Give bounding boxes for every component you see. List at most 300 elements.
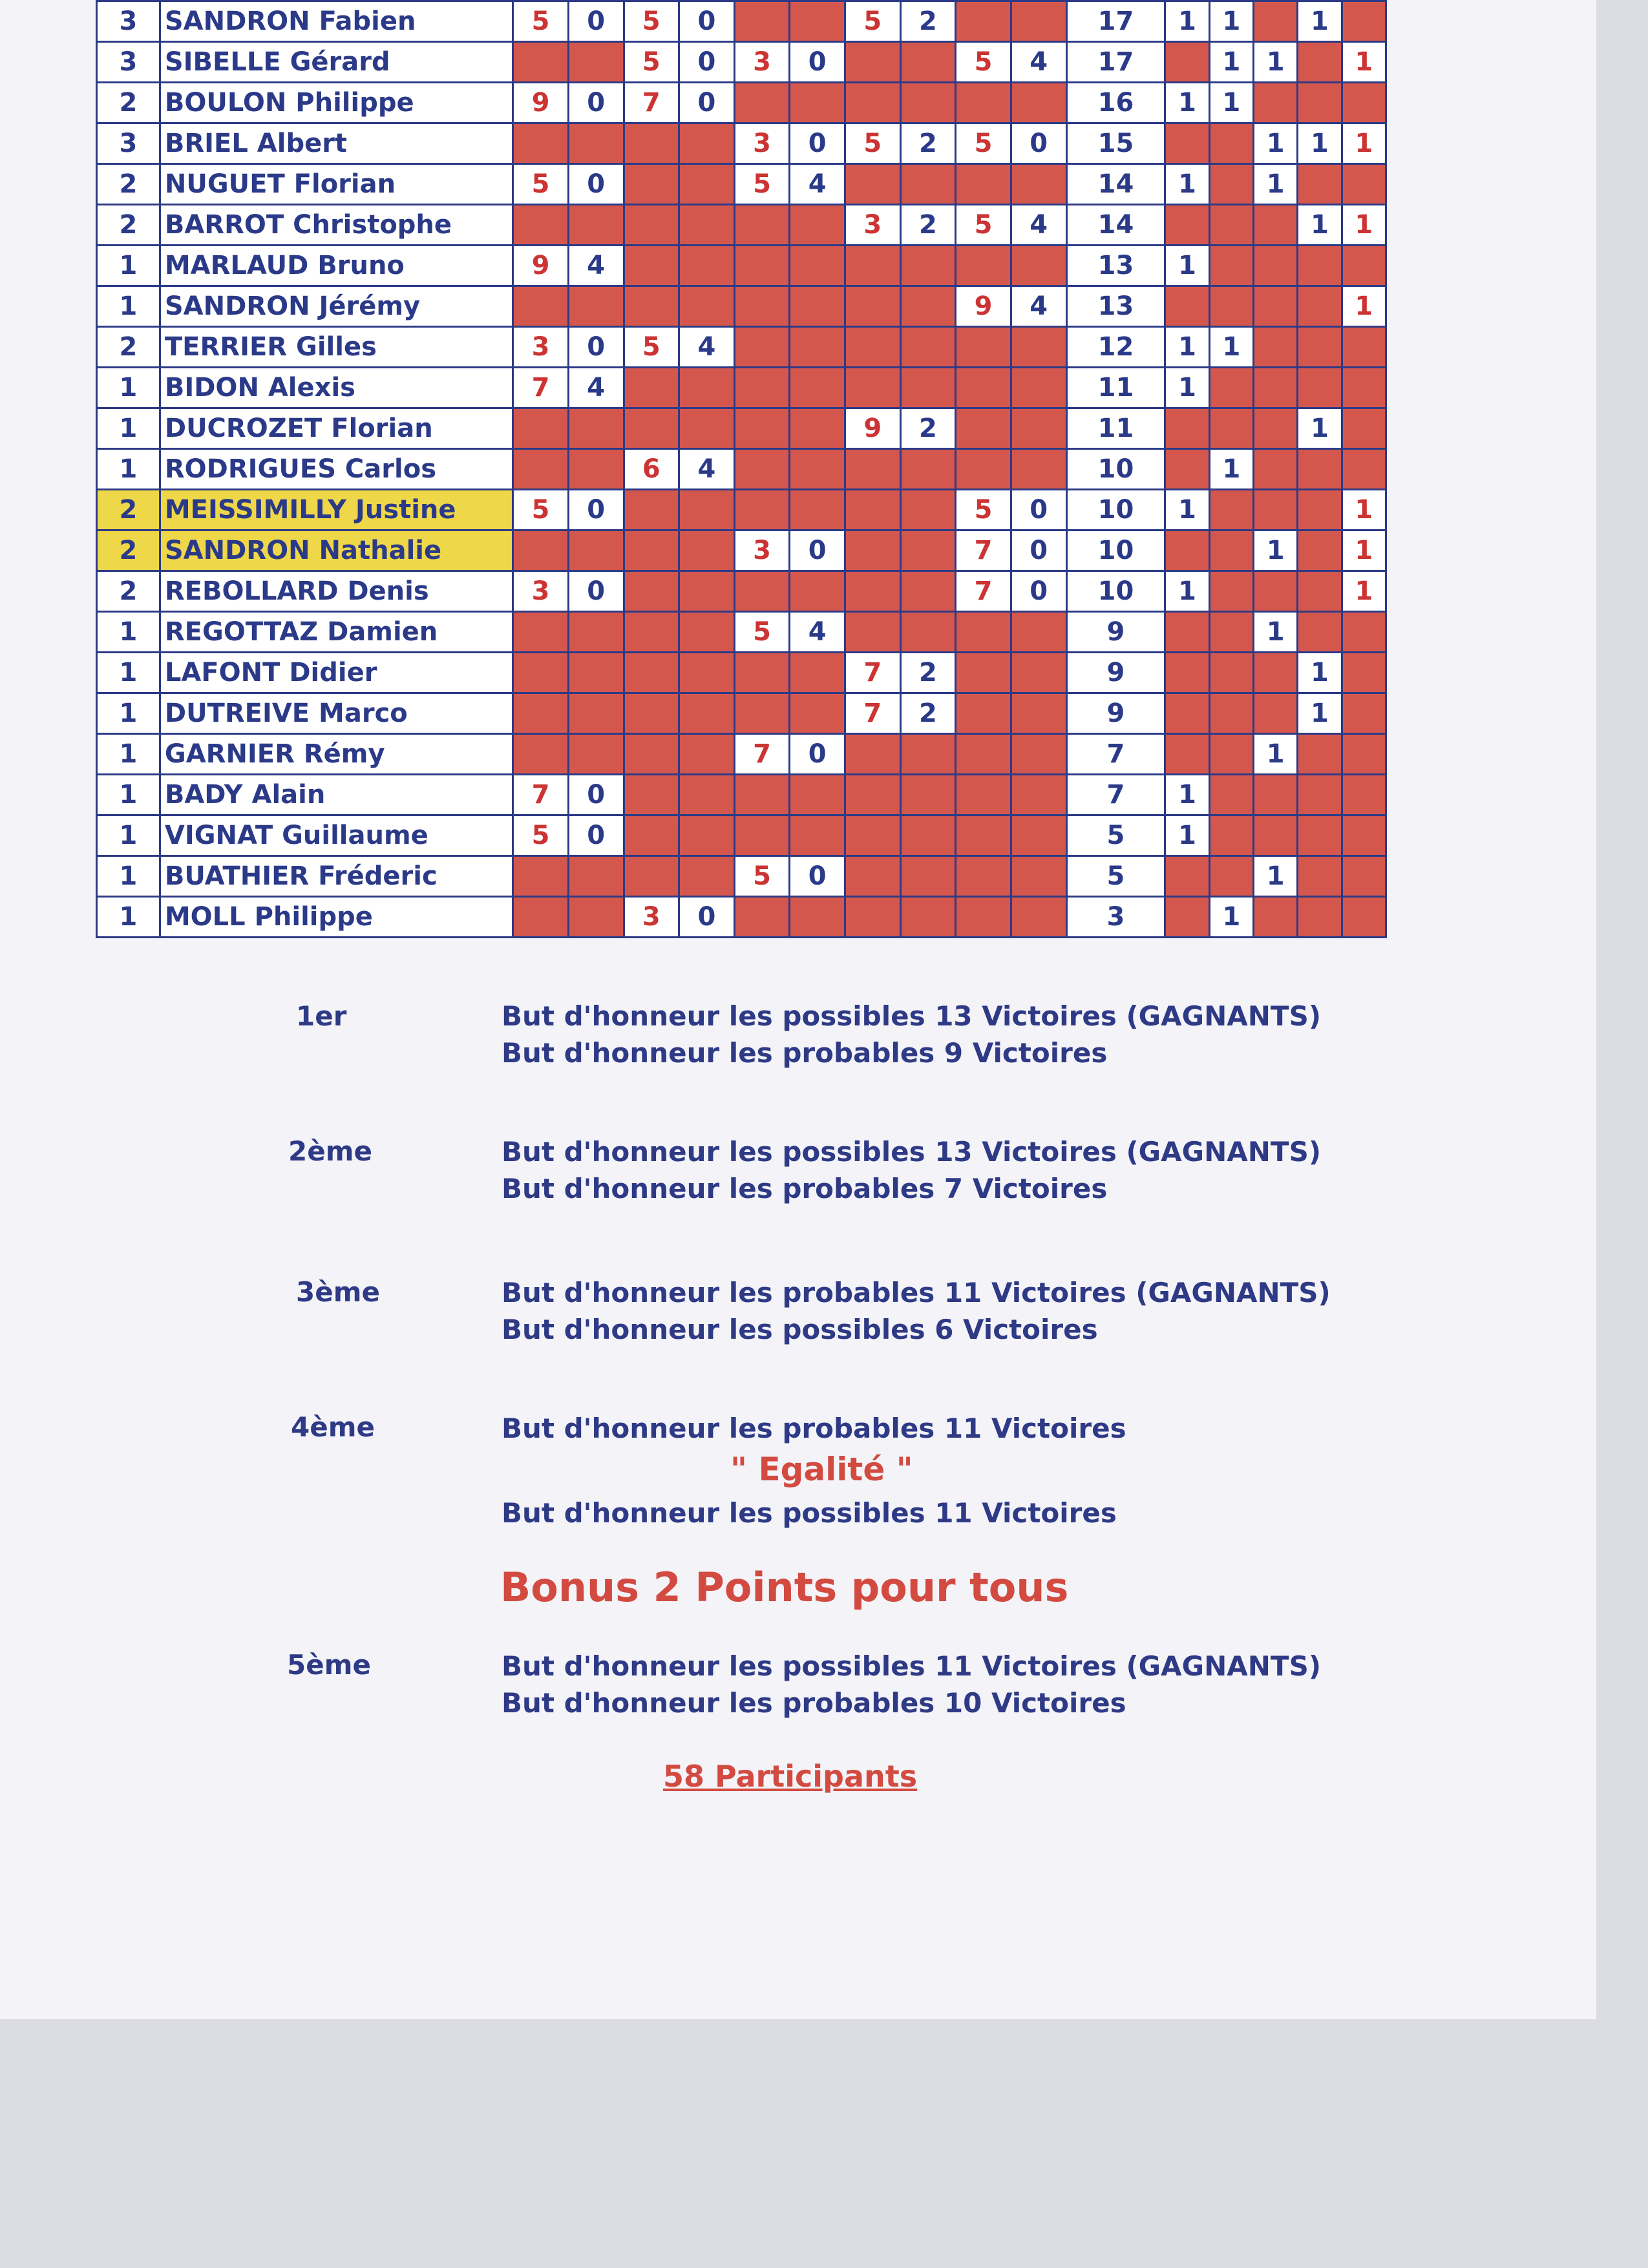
- score-cell: [624, 123, 679, 164]
- victory-flag-cell: [1209, 205, 1253, 246]
- score-cell: [1011, 897, 1066, 938]
- score-cell: 4: [1011, 42, 1066, 83]
- score-cell: [679, 571, 735, 612]
- score-cell: 5: [513, 815, 569, 856]
- score-cell: 3: [734, 42, 790, 83]
- score-cell: [568, 123, 624, 164]
- table-row: [97, 408, 1386, 449]
- victory-flag-cell: 1: [1165, 1, 1209, 42]
- victory-flag-cell: 1: [1165, 83, 1209, 123]
- place-label-2: 2ème: [288, 1135, 372, 1167]
- score-cell: [956, 775, 1011, 815]
- score-cell: 0: [679, 42, 735, 83]
- player-name-cell: BIDON Alexis: [160, 368, 512, 408]
- score-cell: [568, 449, 624, 490]
- score-cell: [845, 530, 901, 571]
- score-cell: [845, 449, 901, 490]
- victory-flag-cell: [1209, 164, 1253, 205]
- score-cell: [624, 856, 679, 897]
- player-name-cell: SANDRON Nathalie: [160, 530, 512, 571]
- score-cell: [900, 42, 956, 83]
- score-cell: [900, 856, 956, 897]
- victory-flag-cell: 1: [1254, 123, 1298, 164]
- table-row: [97, 83, 1386, 123]
- result-2-line-2: But d'honneur les probables 7 Victoires: [502, 1173, 1108, 1204]
- score-cell: [1011, 368, 1066, 408]
- category-cell: 3: [97, 42, 160, 83]
- player-name-cell: NUGUET Florian: [160, 164, 512, 205]
- victory-flag-cell: [1298, 327, 1342, 368]
- victory-flag-cell: [1209, 408, 1253, 449]
- victory-flag-cell: 1: [1342, 530, 1386, 571]
- player-name-cell: MEISSIMILLY Justine: [160, 490, 512, 530]
- score-cell: [1011, 815, 1066, 856]
- victory-flag-cell: [1254, 1, 1298, 42]
- victory-flag-cell: [1254, 693, 1298, 734]
- player-name-cell: BARROT Christophe: [160, 205, 512, 246]
- score-cell: [900, 449, 956, 490]
- table-row: [97, 164, 1386, 205]
- victory-flag-cell: [1298, 246, 1342, 286]
- victory-flag-cell: [1298, 775, 1342, 815]
- table-row: [97, 449, 1386, 490]
- score-cell: 0: [568, 83, 624, 123]
- score-cell: [845, 83, 901, 123]
- victory-flag-cell: [1298, 83, 1342, 123]
- result-3-line-1: But d'honneur les probables 11 Victoires (GAGNANTS): [502, 1277, 1331, 1308]
- victory-flag-cell: [1254, 815, 1298, 856]
- results-table: [96, 0, 1387, 938]
- total-cell: 14: [1066, 164, 1165, 205]
- score-cell: [900, 327, 956, 368]
- table-row: [97, 246, 1386, 286]
- score-cell: [624, 246, 679, 286]
- player-name-cell: BADY Alain: [160, 775, 512, 815]
- score-cell: 5: [734, 164, 790, 205]
- victory-flag-cell: 1: [1209, 42, 1253, 83]
- score-cell: [734, 327, 790, 368]
- score-cell: 5: [624, 1, 679, 42]
- score-cell: [513, 612, 569, 653]
- victory-flag-cell: [1254, 653, 1298, 693]
- bonus-banner: Bonus 2 Points pour tous: [500, 1564, 1069, 1611]
- score-cell: [513, 286, 569, 327]
- score-cell: [956, 897, 1011, 938]
- victory-flag-cell: [1298, 164, 1342, 205]
- table-row: [97, 815, 1386, 856]
- score-cell: [1011, 1, 1066, 42]
- score-cell: [900, 83, 956, 123]
- score-cell: [1011, 449, 1066, 490]
- score-cell: 0: [568, 571, 624, 612]
- player-name-cell: MOLL Philippe: [160, 897, 512, 938]
- score-cell: [900, 530, 956, 571]
- score-cell: [956, 734, 1011, 775]
- victory-flag-cell: [1298, 530, 1342, 571]
- score-cell: [568, 42, 624, 83]
- score-cell: [624, 653, 679, 693]
- score-cell: [679, 775, 735, 815]
- score-cell: [900, 612, 956, 653]
- score-cell: [734, 246, 790, 286]
- category-cell: 1: [97, 897, 160, 938]
- score-cell: 4: [568, 246, 624, 286]
- victory-flag-cell: [1254, 327, 1298, 368]
- victory-flag-cell: [1254, 408, 1298, 449]
- score-cell: [679, 856, 735, 897]
- score-cell: [1011, 856, 1066, 897]
- victory-flag-cell: 1: [1165, 571, 1209, 612]
- total-cell: 10: [1066, 449, 1165, 490]
- score-cell: [734, 490, 790, 530]
- victory-flag-cell: [1209, 286, 1253, 327]
- score-cell: [734, 368, 790, 408]
- score-cell: [734, 286, 790, 327]
- score-cell: 7: [845, 653, 901, 693]
- victory-flag-cell: [1342, 83, 1386, 123]
- category-cell: 1: [97, 775, 160, 815]
- score-cell: [568, 530, 624, 571]
- total-cell: 10: [1066, 530, 1165, 571]
- victory-flag-cell: [1209, 693, 1253, 734]
- score-cell: [956, 368, 1011, 408]
- place-label-1: 1er: [296, 1000, 347, 1032]
- score-cell: [900, 571, 956, 612]
- victory-flag-cell: 1: [1342, 123, 1386, 164]
- victory-flag-cell: [1342, 693, 1386, 734]
- score-cell: 3: [734, 123, 790, 164]
- victory-flag-cell: [1254, 490, 1298, 530]
- victory-flag-cell: [1209, 123, 1253, 164]
- score-cell: [956, 246, 1011, 286]
- score-cell: 5: [956, 42, 1011, 83]
- category-cell: 2: [97, 327, 160, 368]
- table-row: [97, 368, 1386, 408]
- total-cell: 15: [1066, 123, 1165, 164]
- score-cell: [1011, 693, 1066, 734]
- score-cell: 0: [1011, 530, 1066, 571]
- victory-flag-cell: [1254, 205, 1298, 246]
- score-cell: [679, 368, 735, 408]
- victory-flag-cell: [1165, 286, 1209, 327]
- score-cell: 5: [734, 612, 790, 653]
- score-cell: 0: [1011, 571, 1066, 612]
- victory-flag-cell: 1: [1342, 286, 1386, 327]
- score-cell: [790, 815, 845, 856]
- score-cell: 3: [624, 897, 679, 938]
- victory-flag-cell: 1: [1209, 897, 1253, 938]
- victory-flag-cell: [1342, 246, 1386, 286]
- table-row: [97, 205, 1386, 246]
- score-cell: [956, 856, 1011, 897]
- score-cell: [845, 897, 901, 938]
- score-cell: [790, 449, 845, 490]
- victory-flag-cell: [1342, 734, 1386, 775]
- score-cell: [956, 164, 1011, 205]
- egalite-label: " Egalité ": [730, 1451, 913, 1488]
- category-cell: 2: [97, 83, 160, 123]
- score-cell: 0: [679, 83, 735, 123]
- score-cell: [900, 897, 956, 938]
- category-cell: 2: [97, 205, 160, 246]
- victory-flag-cell: [1254, 286, 1298, 327]
- score-cell: [790, 368, 845, 408]
- victory-flag-cell: 1: [1254, 164, 1298, 205]
- score-cell: 4: [679, 449, 735, 490]
- victory-flag-cell: 1: [1342, 571, 1386, 612]
- total-cell: 7: [1066, 775, 1165, 815]
- victory-flag-cell: [1165, 693, 1209, 734]
- table-row: [97, 571, 1386, 612]
- category-cell: 1: [97, 246, 160, 286]
- victory-flag-cell: [1165, 856, 1209, 897]
- score-cell: [956, 612, 1011, 653]
- category-cell: 1: [97, 612, 160, 653]
- place-label-4: 4ème: [291, 1411, 375, 1443]
- result-1-line-1: But d'honneur les possibles 13 Victoires (GAGNANTS): [502, 1000, 1322, 1032]
- victory-flag-cell: [1298, 612, 1342, 653]
- score-cell: 0: [568, 775, 624, 815]
- score-cell: 5: [845, 1, 901, 42]
- category-cell: 1: [97, 286, 160, 327]
- victory-flag-cell: [1209, 571, 1253, 612]
- total-cell: 11: [1066, 408, 1165, 449]
- score-cell: [679, 123, 735, 164]
- total-cell: 11: [1066, 368, 1165, 408]
- score-cell: 2: [900, 1, 956, 42]
- table-row: [97, 327, 1386, 368]
- total-cell: 17: [1066, 1, 1165, 42]
- score-cell: 0: [568, 164, 624, 205]
- score-cell: 3: [734, 530, 790, 571]
- score-cell: 2: [900, 408, 956, 449]
- score-cell: [1011, 653, 1066, 693]
- victory-flag-cell: 1: [1254, 612, 1298, 653]
- score-cell: [790, 408, 845, 449]
- table-row: [97, 693, 1386, 734]
- score-cell: 0: [679, 897, 735, 938]
- victory-flag-cell: [1254, 368, 1298, 408]
- score-cell: 4: [1011, 205, 1066, 246]
- victory-flag-cell: [1254, 775, 1298, 815]
- result-4-line-3: But d'honneur les possibles 11 Victoires: [502, 1497, 1117, 1529]
- total-cell: 16: [1066, 83, 1165, 123]
- victory-flag-cell: 1: [1254, 856, 1298, 897]
- victory-flag-cell: [1342, 327, 1386, 368]
- total-cell: 9: [1066, 653, 1165, 693]
- player-name-cell: LAFONT Didier: [160, 653, 512, 693]
- victory-flag-cell: [1209, 856, 1253, 897]
- score-cell: [845, 368, 901, 408]
- victory-flag-cell: [1209, 368, 1253, 408]
- player-name-cell: SIBELLE Gérard: [160, 42, 512, 83]
- score-cell: [513, 693, 569, 734]
- score-cell: [790, 1, 845, 42]
- score-cell: [900, 368, 956, 408]
- score-cell: [568, 286, 624, 327]
- place-label-5: 5ème: [287, 1649, 371, 1681]
- score-cell: 0: [679, 1, 735, 42]
- victory-flag-cell: 1: [1165, 490, 1209, 530]
- score-cell: [734, 408, 790, 449]
- score-cell: [900, 246, 956, 286]
- score-cell: [568, 856, 624, 897]
- score-cell: [734, 693, 790, 734]
- score-cell: 6: [624, 449, 679, 490]
- score-cell: [513, 734, 569, 775]
- victory-flag-cell: [1342, 368, 1386, 408]
- score-cell: [790, 83, 845, 123]
- score-cell: 4: [790, 612, 845, 653]
- victory-flag-cell: [1209, 612, 1253, 653]
- score-cell: [679, 734, 735, 775]
- score-cell: [790, 286, 845, 327]
- table-row: [97, 856, 1386, 897]
- victory-flag-cell: 1: [1254, 42, 1298, 83]
- victory-flag-cell: 1: [1165, 815, 1209, 856]
- score-cell: 0: [790, 530, 845, 571]
- score-cell: [845, 246, 901, 286]
- category-cell: 2: [97, 490, 160, 530]
- total-cell: 14: [1066, 205, 1165, 246]
- table-row: [97, 42, 1386, 83]
- score-cell: [568, 897, 624, 938]
- category-cell: 1: [97, 734, 160, 775]
- player-name-cell: TERRIER Gilles: [160, 327, 512, 368]
- victory-flag-cell: [1254, 246, 1298, 286]
- total-cell: 9: [1066, 612, 1165, 653]
- victory-flag-cell: [1165, 897, 1209, 938]
- victory-flag-cell: [1298, 368, 1342, 408]
- score-cell: [1011, 83, 1066, 123]
- victory-flag-cell: [1254, 83, 1298, 123]
- score-cell: [956, 815, 1011, 856]
- player-name-cell: MARLAUD Bruno: [160, 246, 512, 286]
- victory-flag-cell: [1209, 530, 1253, 571]
- victory-flag-cell: [1298, 286, 1342, 327]
- score-cell: 9: [845, 408, 901, 449]
- victory-flag-cell: [1165, 205, 1209, 246]
- score-cell: [845, 775, 901, 815]
- victory-flag-cell: [1342, 1, 1386, 42]
- score-cell: 3: [845, 205, 901, 246]
- victory-flag-cell: [1298, 42, 1342, 83]
- victory-flag-cell: [1209, 775, 1253, 815]
- score-cell: [513, 897, 569, 938]
- score-cell: [734, 1, 790, 42]
- category-cell: 2: [97, 571, 160, 612]
- total-cell: 5: [1066, 815, 1165, 856]
- score-cell: [568, 408, 624, 449]
- score-cell: [624, 693, 679, 734]
- results-table-body: [97, 1, 1386, 938]
- category-cell: 1: [97, 815, 160, 856]
- category-cell: 1: [97, 368, 160, 408]
- score-cell: [513, 42, 569, 83]
- score-cell: [1011, 327, 1066, 368]
- victory-flag-cell: 1: [1209, 83, 1253, 123]
- score-cell: [679, 653, 735, 693]
- victory-flag-cell: 1: [1209, 1, 1253, 42]
- score-cell: [790, 490, 845, 530]
- score-cell: 7: [956, 530, 1011, 571]
- score-cell: [513, 408, 569, 449]
- score-cell: [513, 205, 569, 246]
- score-cell: 5: [956, 205, 1011, 246]
- table-row: [97, 286, 1386, 327]
- result-5-line-1: But d'honneur les possibles 11 Victoires (GAGNANTS): [502, 1650, 1322, 1682]
- player-name-cell: REGOTTAZ Damien: [160, 612, 512, 653]
- victory-flag-cell: [1254, 897, 1298, 938]
- victory-flag-cell: 1: [1165, 775, 1209, 815]
- category-cell: 1: [97, 856, 160, 897]
- victory-flag-cell: [1342, 856, 1386, 897]
- victory-flag-cell: [1342, 775, 1386, 815]
- player-name-cell: VIGNAT Guillaume: [160, 815, 512, 856]
- score-cell: [734, 775, 790, 815]
- score-cell: 0: [790, 42, 845, 83]
- score-cell: 7: [845, 693, 901, 734]
- score-cell: [734, 815, 790, 856]
- score-cell: 5: [513, 1, 569, 42]
- result-3-line-2: But d'honneur les possibles 6 Victoires: [502, 1314, 1098, 1345]
- score-cell: 7: [513, 368, 569, 408]
- table-row: [97, 123, 1386, 164]
- table-row: [97, 1, 1386, 42]
- score-cell: 3: [513, 571, 569, 612]
- victory-flag-cell: [1298, 856, 1342, 897]
- player-name-cell: SANDRON Jérémy: [160, 286, 512, 327]
- player-name-cell: RODRIGUES Carlos: [160, 449, 512, 490]
- victory-flag-cell: [1209, 815, 1253, 856]
- score-cell: [956, 653, 1011, 693]
- victory-flag-cell: [1209, 653, 1253, 693]
- score-cell: [734, 653, 790, 693]
- score-cell: [790, 246, 845, 286]
- score-cell: [568, 734, 624, 775]
- score-cell: 2: [900, 693, 956, 734]
- victory-flag-cell: 1: [1209, 449, 1253, 490]
- score-cell: [624, 205, 679, 246]
- score-cell: [513, 123, 569, 164]
- score-cell: [1011, 775, 1066, 815]
- score-cell: 5: [956, 490, 1011, 530]
- total-cell: 12: [1066, 327, 1165, 368]
- victory-flag-cell: 1: [1298, 653, 1342, 693]
- victory-flag-cell: [1298, 571, 1342, 612]
- score-cell: [845, 815, 901, 856]
- score-cell: [900, 734, 956, 775]
- score-cell: [624, 612, 679, 653]
- victory-flag-cell: 1: [1298, 693, 1342, 734]
- player-name-cell: BRIEL Albert: [160, 123, 512, 164]
- player-name-cell: SANDRON Fabien: [160, 1, 512, 42]
- score-cell: 0: [568, 490, 624, 530]
- score-cell: [513, 449, 569, 490]
- victory-flag-cell: 1: [1165, 368, 1209, 408]
- category-cell: 1: [97, 693, 160, 734]
- score-cell: [1011, 246, 1066, 286]
- score-cell: [734, 449, 790, 490]
- score-cell: [679, 205, 735, 246]
- player-name-cell: DUCROZET Florian: [160, 408, 512, 449]
- category-cell: 1: [97, 653, 160, 693]
- score-cell: [679, 693, 735, 734]
- score-cell: [790, 653, 845, 693]
- victory-flag-cell: 1: [1165, 246, 1209, 286]
- total-cell: 17: [1066, 42, 1165, 83]
- score-cell: [624, 815, 679, 856]
